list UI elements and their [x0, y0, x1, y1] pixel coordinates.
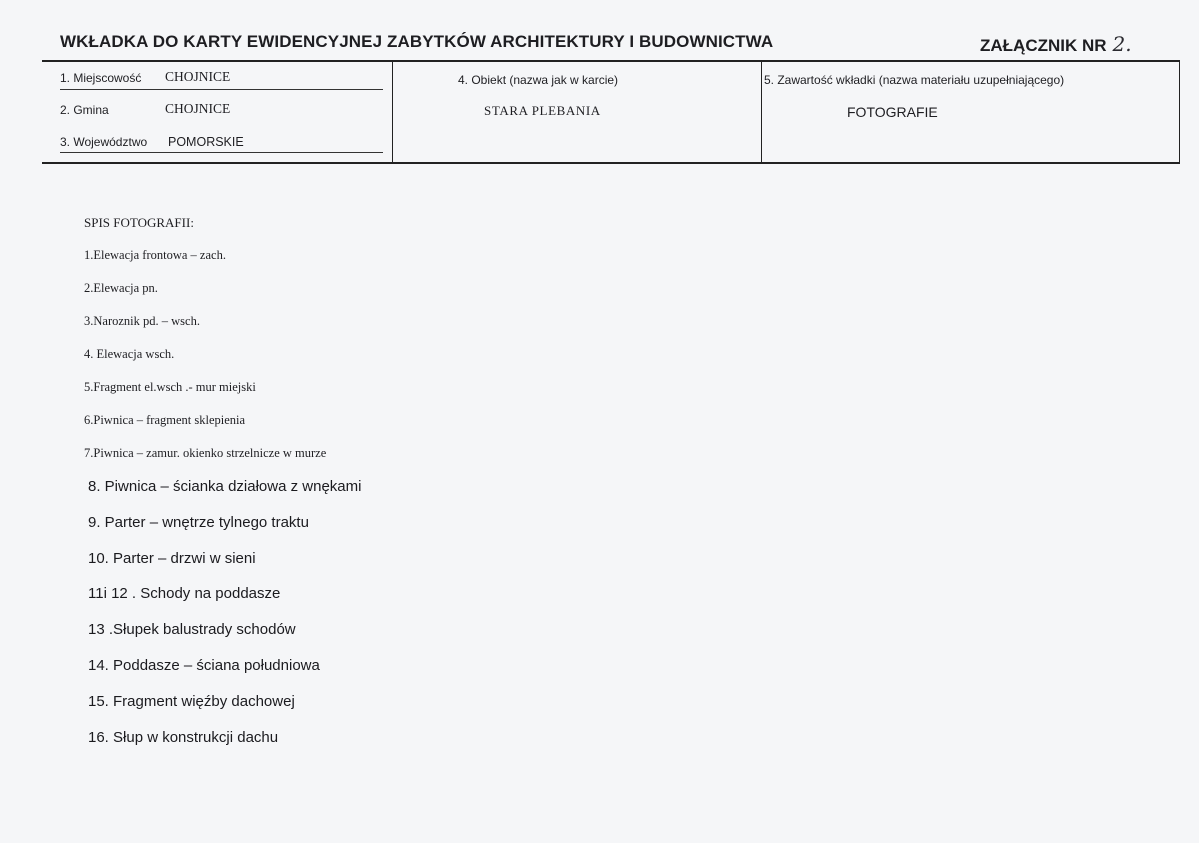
photo-list-heading: SPIS FOTOGRAFII:	[84, 215, 194, 230]
list-item: 2.Elewacja pn.	[84, 281, 158, 295]
header-top-rule	[42, 60, 1180, 62]
annex-label: ZAŁĄCZNIK NR	[980, 36, 1107, 55]
list-item: 3.Naroznik pd. – wsch.	[84, 314, 200, 328]
voivodeship-value: POMORSKIE	[168, 135, 244, 149]
list-item: 7.Piwnica – zamur. okienko strzelnicze w murze	[84, 446, 327, 460]
column-divider-3	[1179, 61, 1180, 162]
list-item: 5.Fragment el.wsch .- mur miejski	[84, 380, 256, 394]
annex-number: 2.	[1112, 32, 1132, 56]
list-item: 14. Poddasze – ściana południowa	[88, 656, 320, 674]
commune-value: CHOJNICE	[165, 101, 231, 116]
header-bottom-rule	[42, 162, 1180, 164]
annex-label-group	[980, 32, 1132, 56]
list-item: 13 .Słupek balustrady schodów	[88, 621, 296, 639]
locality-label: 1. Miejscowość	[60, 71, 142, 85]
contents-value: FOTOGRAFIE	[847, 104, 938, 120]
list-item: 16. Słup w konstrukcji dachu	[88, 728, 279, 746]
list-item: 9. Parter – wnętrze tylnego traktu	[88, 513, 309, 531]
locality-underline	[60, 89, 383, 90]
contents-label: 5. Zawartość wkładki (nazwa materiału uzupełniającego)	[764, 73, 1065, 87]
document-title: WKŁADKA DO KARTY EWIDENCYJNEJ ZABYTKÓW ARCHITEKTURY I BUDOWNICTWA	[60, 32, 774, 51]
list-item: 6.Piwnica – fragment sklepienia	[84, 413, 246, 427]
list-item: 11i 12 . Schody na poddasze	[88, 585, 281, 603]
object-label: 4. Obiekt (nazwa jak w karcie)	[458, 73, 619, 87]
list-item: 8. Piwnica – ścianka działowa z wnękami	[88, 478, 362, 495]
voivodeship-label: 3. Województwo	[60, 135, 148, 149]
locality-value: CHOJNICE	[165, 69, 231, 84]
list-item: 15. Fragment więźby dachowej	[88, 692, 295, 710]
list-item: 4. Elewacja wsch.	[84, 347, 175, 361]
voivodeship-underline	[60, 152, 383, 153]
photo-list	[84, 212, 684, 762]
object-value: STARA PLEBANIA	[484, 103, 601, 118]
list-item: 1.Elewacja frontowa – zach.	[84, 248, 226, 262]
commune-label: 2. Gmina	[60, 103, 109, 117]
column-divider-2	[761, 61, 762, 162]
column-divider-1	[392, 61, 393, 162]
list-item: 10. Parter – drzwi w sieni	[88, 549, 256, 567]
